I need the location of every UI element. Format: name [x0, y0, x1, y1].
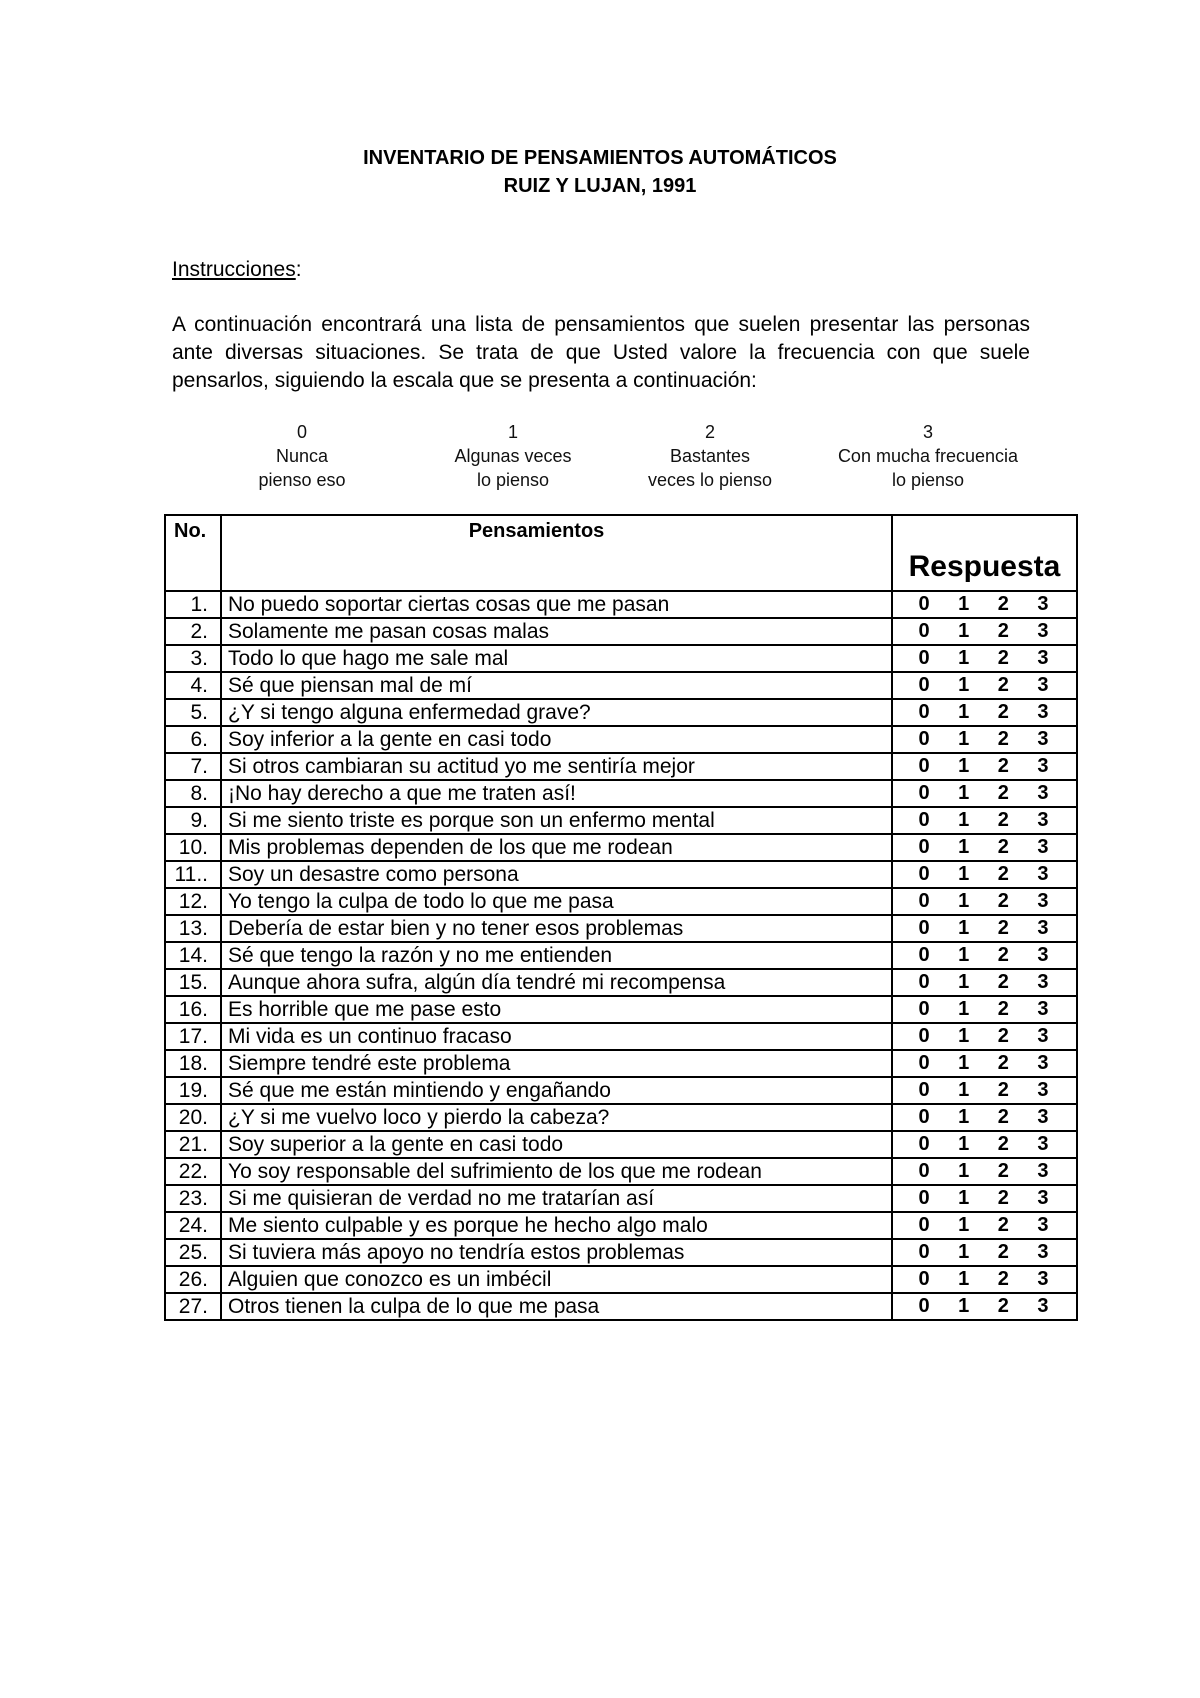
- response-option-3[interactable]: 3: [1037, 1295, 1049, 1317]
- row-response: [892, 1050, 1077, 1077]
- table-row: [165, 1239, 1077, 1266]
- scale-label-line2: veces lo pienso: [647, 470, 773, 490]
- response-option-3[interactable]: 3: [1037, 1025, 1049, 1047]
- response-option-2[interactable]: 2: [997, 1268, 1009, 1290]
- row-number: 25.: [165, 1239, 221, 1266]
- row-thought: Sé que piensan mal de mí: [221, 672, 892, 699]
- response-option-3[interactable]: 3: [1037, 890, 1049, 912]
- row-number: 13.: [165, 915, 221, 942]
- row-number: 21.: [165, 1131, 221, 1158]
- response-option-0[interactable]: 0: [918, 917, 930, 939]
- row-thought: Si otros cambiaran su actitud yo me sentiría mejor: [221, 753, 892, 780]
- response-option-3[interactable]: 3: [1037, 728, 1049, 750]
- response-options: [893, 808, 1076, 833]
- row-response: [892, 1131, 1077, 1158]
- instructions-heading: [172, 256, 302, 284]
- response-option-2[interactable]: 2: [997, 782, 1009, 804]
- row-thought: Alguien que conozco es un imbécil: [221, 1266, 892, 1293]
- table-row: [165, 1131, 1077, 1158]
- response-options: [893, 727, 1076, 752]
- scale-label-line2: lo pienso: [891, 470, 965, 490]
- row-thought: Yo tengo la culpa de todo lo que me pasa: [221, 888, 892, 915]
- scale-label-line1: Con mucha frecuencia: [837, 446, 1019, 466]
- response-option-0[interactable]: 0: [918, 620, 930, 642]
- response-option-1[interactable]: 1: [958, 1025, 970, 1047]
- table-row: [165, 969, 1077, 996]
- row-response: [892, 888, 1077, 915]
- table-row: [165, 1050, 1077, 1077]
- response-option-0[interactable]: 0: [918, 1133, 930, 1155]
- response-option-1[interactable]: 1: [958, 593, 970, 615]
- row-response: [892, 1158, 1077, 1185]
- response-option-0[interactable]: 0: [918, 971, 930, 993]
- response-option-0[interactable]: 0: [918, 1214, 930, 1236]
- response-option-0[interactable]: 0: [918, 1025, 930, 1047]
- response-option-1[interactable]: 1: [958, 1214, 970, 1236]
- header-thoughts: Pensamientos: [221, 515, 892, 591]
- response-option-1[interactable]: 1: [958, 971, 970, 993]
- response-options: [893, 835, 1076, 860]
- response-options: [893, 1132, 1076, 1157]
- response-option-1[interactable]: 1: [958, 782, 970, 804]
- response-option-2[interactable]: 2: [997, 1052, 1009, 1074]
- response-option-3[interactable]: 3: [1037, 971, 1049, 993]
- response-options: [893, 1051, 1076, 1076]
- table-row: [165, 915, 1077, 942]
- row-response: [892, 996, 1077, 1023]
- row-thought: No puedo soportar ciertas cosas que me pasan: [221, 591, 892, 618]
- scale-option-1: [428, 420, 598, 492]
- response-option-1[interactable]: 1: [958, 1268, 970, 1290]
- response-options: [893, 889, 1076, 914]
- response-option-0[interactable]: 0: [918, 647, 930, 669]
- table-row: [165, 699, 1077, 726]
- table-row: [165, 888, 1077, 915]
- row-number: 23.: [165, 1185, 221, 1212]
- response-option-0[interactable]: 0: [918, 809, 930, 831]
- row-response: [892, 1266, 1077, 1293]
- table-row: [165, 618, 1077, 645]
- document-subtitle: RUIZ Y LUJAN, 1991: [503, 175, 697, 197]
- row-number: 15.: [165, 969, 221, 996]
- scale-option-2: [625, 420, 795, 492]
- response-option-0[interactable]: 0: [918, 1295, 930, 1317]
- row-thought: ¿Y si me vuelvo loco y pierdo la cabeza?: [221, 1104, 892, 1131]
- table-row: [165, 1185, 1077, 1212]
- table-row: [165, 1266, 1077, 1293]
- row-thought: Si me siento triste es porque son un enfermo mental: [221, 807, 892, 834]
- response-option-2[interactable]: 2: [997, 701, 1009, 723]
- table-row: [165, 996, 1077, 1023]
- response-option-2[interactable]: 2: [997, 674, 1009, 696]
- response-option-3[interactable]: 3: [1037, 1052, 1049, 1074]
- scale-label-line1: Algunas veces: [454, 446, 572, 466]
- response-option-1[interactable]: 1: [958, 809, 970, 831]
- response-option-2[interactable]: 2: [997, 755, 1009, 777]
- response-option-1[interactable]: 1: [958, 674, 970, 696]
- response-options: [893, 916, 1076, 941]
- response-option-0[interactable]: 0: [918, 1241, 930, 1263]
- response-option-1[interactable]: 1: [958, 944, 970, 966]
- row-number: 11..: [165, 861, 221, 888]
- row-number: 17.: [165, 1023, 221, 1050]
- row-number: 8.: [165, 780, 221, 807]
- response-option-3[interactable]: 3: [1037, 620, 1049, 642]
- response-option-0[interactable]: 0: [918, 1079, 930, 1101]
- table-row: [165, 591, 1077, 618]
- response-option-0[interactable]: 0: [918, 890, 930, 912]
- scale-option-0: [222, 420, 382, 492]
- table-row: [165, 1023, 1077, 1050]
- scale-option-3: [808, 420, 1048, 492]
- header-number: No.: [165, 515, 221, 591]
- response-option-0[interactable]: 0: [918, 863, 930, 885]
- row-thought: ¡No hay derecho a que me traten así!: [221, 780, 892, 807]
- response-option-2[interactable]: 2: [997, 836, 1009, 858]
- row-response: [892, 699, 1077, 726]
- row-number: 1.: [165, 591, 221, 618]
- instructions-label: Instrucciones: [172, 258, 296, 281]
- response-options: [893, 1213, 1076, 1238]
- row-thought: Es horrible que me pase esto: [221, 996, 892, 1023]
- response-option-0[interactable]: 0: [918, 782, 930, 804]
- response-option-1[interactable]: 1: [958, 836, 970, 858]
- response-option-2[interactable]: 2: [997, 1214, 1009, 1236]
- response-option-2[interactable]: 2: [997, 1187, 1009, 1209]
- row-number: 24.: [165, 1212, 221, 1239]
- row-response: [892, 1239, 1077, 1266]
- response-options: [893, 1294, 1076, 1319]
- response-options: [893, 997, 1076, 1022]
- response-option-3[interactable]: 3: [1037, 1106, 1049, 1128]
- row-response: [892, 861, 1077, 888]
- response-option-3[interactable]: 3: [1037, 593, 1049, 615]
- table-row: [165, 726, 1077, 753]
- response-option-3[interactable]: 3: [1037, 782, 1049, 804]
- response-options: [893, 1186, 1076, 1211]
- response-option-0[interactable]: 0: [918, 674, 930, 696]
- response-option-0[interactable]: 0: [918, 1187, 930, 1209]
- table-row: [165, 1293, 1077, 1320]
- response-option-1[interactable]: 1: [958, 647, 970, 669]
- row-number: 19.: [165, 1077, 221, 1104]
- response-option-2[interactable]: 2: [997, 728, 1009, 750]
- response-option-2[interactable]: 2: [997, 647, 1009, 669]
- response-option-3[interactable]: 3: [1037, 836, 1049, 858]
- row-number: 4.: [165, 672, 221, 699]
- response-option-1[interactable]: 1: [958, 1106, 970, 1128]
- response-option-0[interactable]: 0: [918, 836, 930, 858]
- table-body: [165, 591, 1077, 1320]
- row-thought: Me siento culpable y es porque he hecho algo malo: [221, 1212, 892, 1239]
- row-thought: Otros tienen la culpa de lo que me pasa: [221, 1293, 892, 1320]
- response-options: [893, 673, 1076, 698]
- response-option-0[interactable]: 0: [918, 1106, 930, 1128]
- row-thought: Yo soy responsable del sufrimiento de los que me rodean: [221, 1158, 892, 1185]
- response-option-3[interactable]: 3: [1037, 674, 1049, 696]
- row-response: [892, 780, 1077, 807]
- response-option-0[interactable]: 0: [918, 593, 930, 615]
- response-option-1[interactable]: 1: [958, 701, 970, 723]
- row-response: [892, 753, 1077, 780]
- row-response: [892, 807, 1077, 834]
- response-option-3[interactable]: 3: [1037, 917, 1049, 939]
- response-option-0[interactable]: 0: [918, 998, 930, 1020]
- response-options: [893, 862, 1076, 887]
- document-title: INVENTARIO DE PENSAMIENTOS AUTOMÁTICOS: [363, 147, 837, 169]
- response-options: [893, 781, 1076, 806]
- row-number: 12.: [165, 888, 221, 915]
- response-option-2[interactable]: 2: [997, 1133, 1009, 1155]
- row-response: [892, 834, 1077, 861]
- response-option-1[interactable]: 1: [958, 620, 970, 642]
- row-thought: Soy inferior a la gente en casi todo: [221, 726, 892, 753]
- response-options: [893, 646, 1076, 671]
- response-option-1[interactable]: 1: [958, 1079, 970, 1101]
- row-thought: Mi vida es un continuo fracaso: [221, 1023, 892, 1050]
- table-row: [165, 1212, 1077, 1239]
- scale-label-line1: Bastantes: [669, 446, 751, 466]
- table-row: [165, 780, 1077, 807]
- table-row: [165, 1158, 1077, 1185]
- row-response: [892, 672, 1077, 699]
- row-thought: Solamente me pasan cosas malas: [221, 618, 892, 645]
- response-option-3[interactable]: 3: [1037, 1079, 1049, 1101]
- scale-value: 3: [922, 422, 933, 442]
- row-thought: Soy un desastre como persona: [221, 861, 892, 888]
- table-header-row: [165, 515, 1077, 591]
- row-thought: Aunque ahora sufra, algún día tendré mi recompensa: [221, 969, 892, 996]
- row-number: 10.: [165, 834, 221, 861]
- response-option-3[interactable]: 3: [1037, 863, 1049, 885]
- table-row: [165, 645, 1077, 672]
- response-option-3[interactable]: 3: [1037, 1133, 1049, 1155]
- table-row: [165, 861, 1077, 888]
- response-options: [893, 754, 1076, 779]
- row-thought: Soy superior a la gente en casi todo: [221, 1131, 892, 1158]
- response-option-0[interactable]: 0: [918, 728, 930, 750]
- response-option-2[interactable]: 2: [997, 1295, 1009, 1317]
- response-option-2[interactable]: 2: [997, 971, 1009, 993]
- row-number: 14.: [165, 942, 221, 969]
- response-option-2[interactable]: 2: [997, 620, 1009, 642]
- row-number: 27.: [165, 1293, 221, 1320]
- row-number: 5.: [165, 699, 221, 726]
- response-option-2[interactable]: 2: [997, 1160, 1009, 1182]
- scale-value: 0: [296, 422, 307, 442]
- response-option-3[interactable]: 3: [1037, 944, 1049, 966]
- row-response: [892, 726, 1077, 753]
- response-options: [893, 619, 1076, 644]
- response-option-3[interactable]: 3: [1037, 701, 1049, 723]
- row-number: 3.: [165, 645, 221, 672]
- table-row: [165, 807, 1077, 834]
- row-number: 7.: [165, 753, 221, 780]
- row-response: [892, 1212, 1077, 1239]
- table-row: [165, 1077, 1077, 1104]
- row-response: [892, 1023, 1077, 1050]
- instructions-paragraph: A continuación encontrará una lista de pensamientos que suelen presentar las personas ante diversas situaciones. Se trata de que Usted valore la frecuencia con que suele pensarlos, siguiendo la escala que se presenta a continuación:: [172, 313, 1030, 392]
- response-option-3[interactable]: 3: [1037, 1160, 1049, 1182]
- response-option-3[interactable]: 3: [1037, 998, 1049, 1020]
- response-option-1[interactable]: 1: [958, 1133, 970, 1155]
- row-thought: Sé que me están mintiendo y engañando: [221, 1077, 892, 1104]
- response-option-3[interactable]: 3: [1037, 647, 1049, 669]
- table-row: [165, 834, 1077, 861]
- response-option-1[interactable]: 1: [958, 1187, 970, 1209]
- header-response: Respuesta: [892, 515, 1077, 591]
- response-options: [893, 1267, 1076, 1292]
- instructions-colon: :: [295, 258, 302, 281]
- row-response: [892, 915, 1077, 942]
- response-option-2[interactable]: 2: [997, 1079, 1009, 1101]
- response-option-2[interactable]: 2: [997, 917, 1009, 939]
- response-options: [893, 1240, 1076, 1265]
- row-response: [892, 1185, 1077, 1212]
- row-response: [892, 618, 1077, 645]
- response-option-2[interactable]: 2: [997, 1241, 1009, 1263]
- scale-value: 1: [507, 422, 518, 442]
- row-response: [892, 1077, 1077, 1104]
- response-option-3[interactable]: 3: [1037, 1241, 1049, 1263]
- response-option-3[interactable]: 3: [1037, 1214, 1049, 1236]
- scale-label-line2: lo pienso: [476, 470, 550, 490]
- row-number: 26.: [165, 1266, 221, 1293]
- row-number: 2.: [165, 618, 221, 645]
- row-thought: Mis problemas dependen de los que me rodean: [221, 834, 892, 861]
- table-row: [165, 753, 1077, 780]
- response-options: [893, 1078, 1076, 1103]
- response-option-1[interactable]: 1: [958, 1295, 970, 1317]
- response-option-3[interactable]: 3: [1037, 1187, 1049, 1209]
- response-option-2[interactable]: 2: [997, 944, 1009, 966]
- response-option-1[interactable]: 1: [958, 1160, 970, 1182]
- response-option-1[interactable]: 1: [958, 1052, 970, 1074]
- response-option-2[interactable]: 2: [997, 809, 1009, 831]
- response-option-1[interactable]: 1: [958, 998, 970, 1020]
- row-response: [892, 1104, 1077, 1131]
- response-options: [893, 970, 1076, 995]
- row-number: 18.: [165, 1050, 221, 1077]
- row-response: [892, 942, 1077, 969]
- response-option-3[interactable]: 3: [1037, 1268, 1049, 1290]
- response-option-2[interactable]: 2: [997, 593, 1009, 615]
- response-option-0[interactable]: 0: [918, 1160, 930, 1182]
- response-option-2[interactable]: 2: [997, 890, 1009, 912]
- table-row: [165, 942, 1077, 969]
- row-response: [892, 1293, 1077, 1320]
- response-option-2[interactable]: 2: [997, 998, 1009, 1020]
- response-option-0[interactable]: 0: [918, 1268, 930, 1290]
- response-option-1[interactable]: 1: [958, 863, 970, 885]
- table-row: [165, 1104, 1077, 1131]
- table-row: [165, 672, 1077, 699]
- response-options: [893, 943, 1076, 968]
- row-number: 22.: [165, 1158, 221, 1185]
- response-option-2[interactable]: 2: [997, 1025, 1009, 1047]
- scale-label-line1: Nunca: [275, 446, 329, 466]
- response-option-2[interactable]: 2: [997, 1106, 1009, 1128]
- scale-value: 2: [704, 422, 715, 442]
- row-thought: Todo lo que hago me sale mal: [221, 645, 892, 672]
- response-option-1[interactable]: 1: [958, 728, 970, 750]
- response-option-0[interactable]: 0: [918, 944, 930, 966]
- response-option-0[interactable]: 0: [918, 701, 930, 723]
- response-option-1[interactable]: 1: [958, 917, 970, 939]
- scale-label-line2: pienso eso: [258, 470, 346, 490]
- row-thought: Debería de estar bien y no tener esos problemas: [221, 915, 892, 942]
- response-option-2[interactable]: 2: [997, 863, 1009, 885]
- response-option-1[interactable]: 1: [958, 1241, 970, 1263]
- response-option-3[interactable]: 3: [1037, 755, 1049, 777]
- response-option-1[interactable]: 1: [958, 755, 970, 777]
- response-option-0[interactable]: 0: [918, 755, 930, 777]
- row-thought: ¿Y si tengo alguna enfermedad grave?: [221, 699, 892, 726]
- row-thought: Sé que tengo la razón y no me entienden: [221, 942, 892, 969]
- response-options: [893, 1024, 1076, 1049]
- row-number: 16.: [165, 996, 221, 1023]
- row-thought: Siempre tendré este problema: [221, 1050, 892, 1077]
- response-option-1[interactable]: 1: [958, 890, 970, 912]
- row-response: [892, 645, 1077, 672]
- row-thought: Si tuviera más apoyo no tendría estos problemas: [221, 1239, 892, 1266]
- thoughts-table: [164, 514, 1078, 1321]
- response-options: [893, 1105, 1076, 1130]
- response-option-0[interactable]: 0: [918, 1052, 930, 1074]
- row-number: 9.: [165, 807, 221, 834]
- response-option-3[interactable]: 3: [1037, 809, 1049, 831]
- response-options: [893, 1159, 1076, 1184]
- row-number: 20.: [165, 1104, 221, 1131]
- row-number: 6.: [165, 726, 221, 753]
- response-options: [893, 592, 1076, 617]
- row-thought: Si me quisieran de verdad no me tratarían así: [221, 1185, 892, 1212]
- row-response: [892, 591, 1077, 618]
- row-response: [892, 969, 1077, 996]
- response-options: [893, 700, 1076, 725]
